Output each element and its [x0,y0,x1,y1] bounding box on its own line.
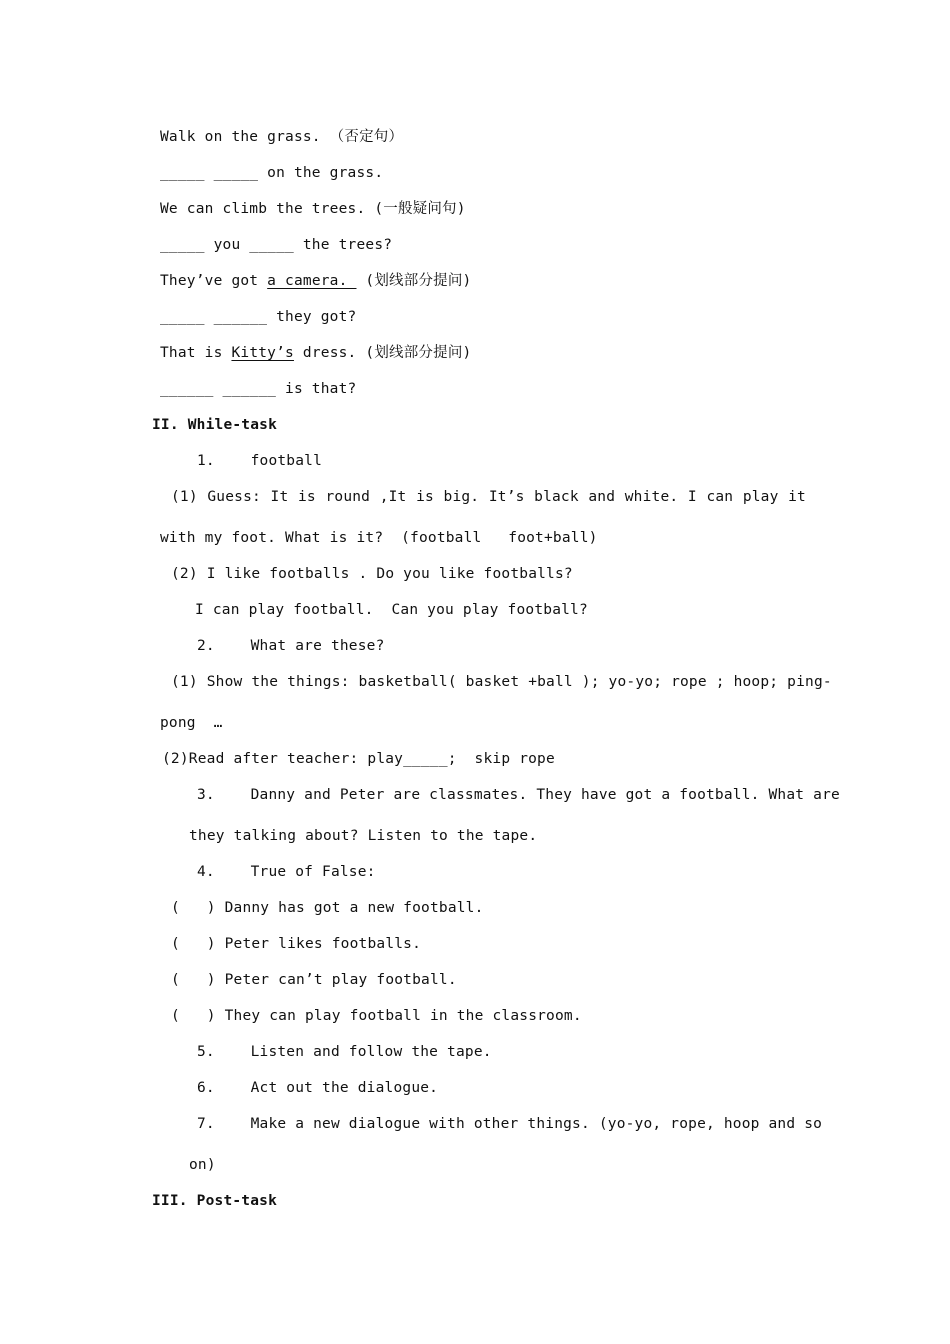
word: big. [443,489,480,505]
section-heading-post-task: III. Post-task [152,1193,278,1209]
word: black [534,489,579,505]
item-5-listen-follow: 5. Listen and follow the tape. [197,1044,492,1060]
exercise-sentence-2: We can climb the trees. (一般疑问句) [160,201,466,217]
true-false-statement-4: ( ) They can play football in the classroom. [171,1008,582,1024]
item-2-what-are-these: 2. What are these? [197,638,385,654]
exercise-answer-4: ______ ______ is that? [160,381,357,397]
sentence-3-start: They’ve got [160,273,268,289]
exercise-sentence-3 [160,271,471,291]
underlined-phrase-camera: a camera. [267,273,357,289]
item-3-listen: 3. Danny and Peter are classmates. They have got a football. What are [197,787,840,803]
word: white. [624,489,679,505]
word: It [270,489,289,505]
item-1-guess [171,487,806,507]
item-2-part-2: (2)Read after teacher: play_____; skip rope [162,751,555,767]
sentence-4-end: dress. (划线部分提问) [293,345,472,361]
word: and [588,489,616,505]
item-1-football: 1. football [197,453,323,469]
item-1-part-2: (2) I like footballs . Do you like footballs? [171,566,573,582]
true-false-statement-2: ( ) Peter likes footballs. [171,936,422,952]
exercise-answer-2: _____ you _____ the trees? [160,237,393,253]
exercise-sentence-4 [160,343,471,363]
item-3-continued: they talking about? Listen to the tape. [189,828,538,844]
item-1-part-2b: I can play football. Can you play football? [195,602,588,618]
exercise-answer-1: _____ _____ on the grass. [160,165,384,181]
word: round [325,489,371,505]
underlined-phrase-kittys: Kitty’s [231,345,294,361]
item-2-part-1-continued: pong … [160,715,223,731]
word: I [687,489,697,505]
item-6-act-out: 6. Act out the dialogue. [197,1080,439,1096]
word: play [742,489,779,505]
item-7-continued: on) [189,1157,216,1173]
item-2-part-1: (1) Show the things: basketball( basket +ball ); yo-yo; rope ; hoop; ping- [171,674,832,690]
exercise-answer-3: _____ ______ they got? [160,309,357,325]
word: it [788,489,806,505]
word: can [706,489,734,505]
true-false-statement-3: ( ) Peter can’t play football. [171,972,457,988]
item-4-true-false: 4. True of False: [197,864,376,880]
word: is [298,489,316,505]
exercise-sentence-1: Walk on the grass. （否定句） [160,129,404,145]
sentence-4-start: That is [160,345,232,361]
section-heading-while-task: II. While-task [152,417,278,433]
word: ,It [379,489,407,505]
word: (1) [171,489,198,505]
sentence-3-instruction: (划线部分提问) [356,273,472,289]
word: Guess: [207,489,261,505]
word: It’s [488,489,525,505]
item-1-guess-continued: with my foot. What is it? (football foot+ball) [160,530,598,546]
item-7-new-dialogue: 7. Make a new dialogue with other things. (yo-yo, rope, hoop and so [197,1116,823,1132]
true-false-statement-1: ( ) Danny has got a new football. [171,900,484,916]
word: is [416,489,434,505]
